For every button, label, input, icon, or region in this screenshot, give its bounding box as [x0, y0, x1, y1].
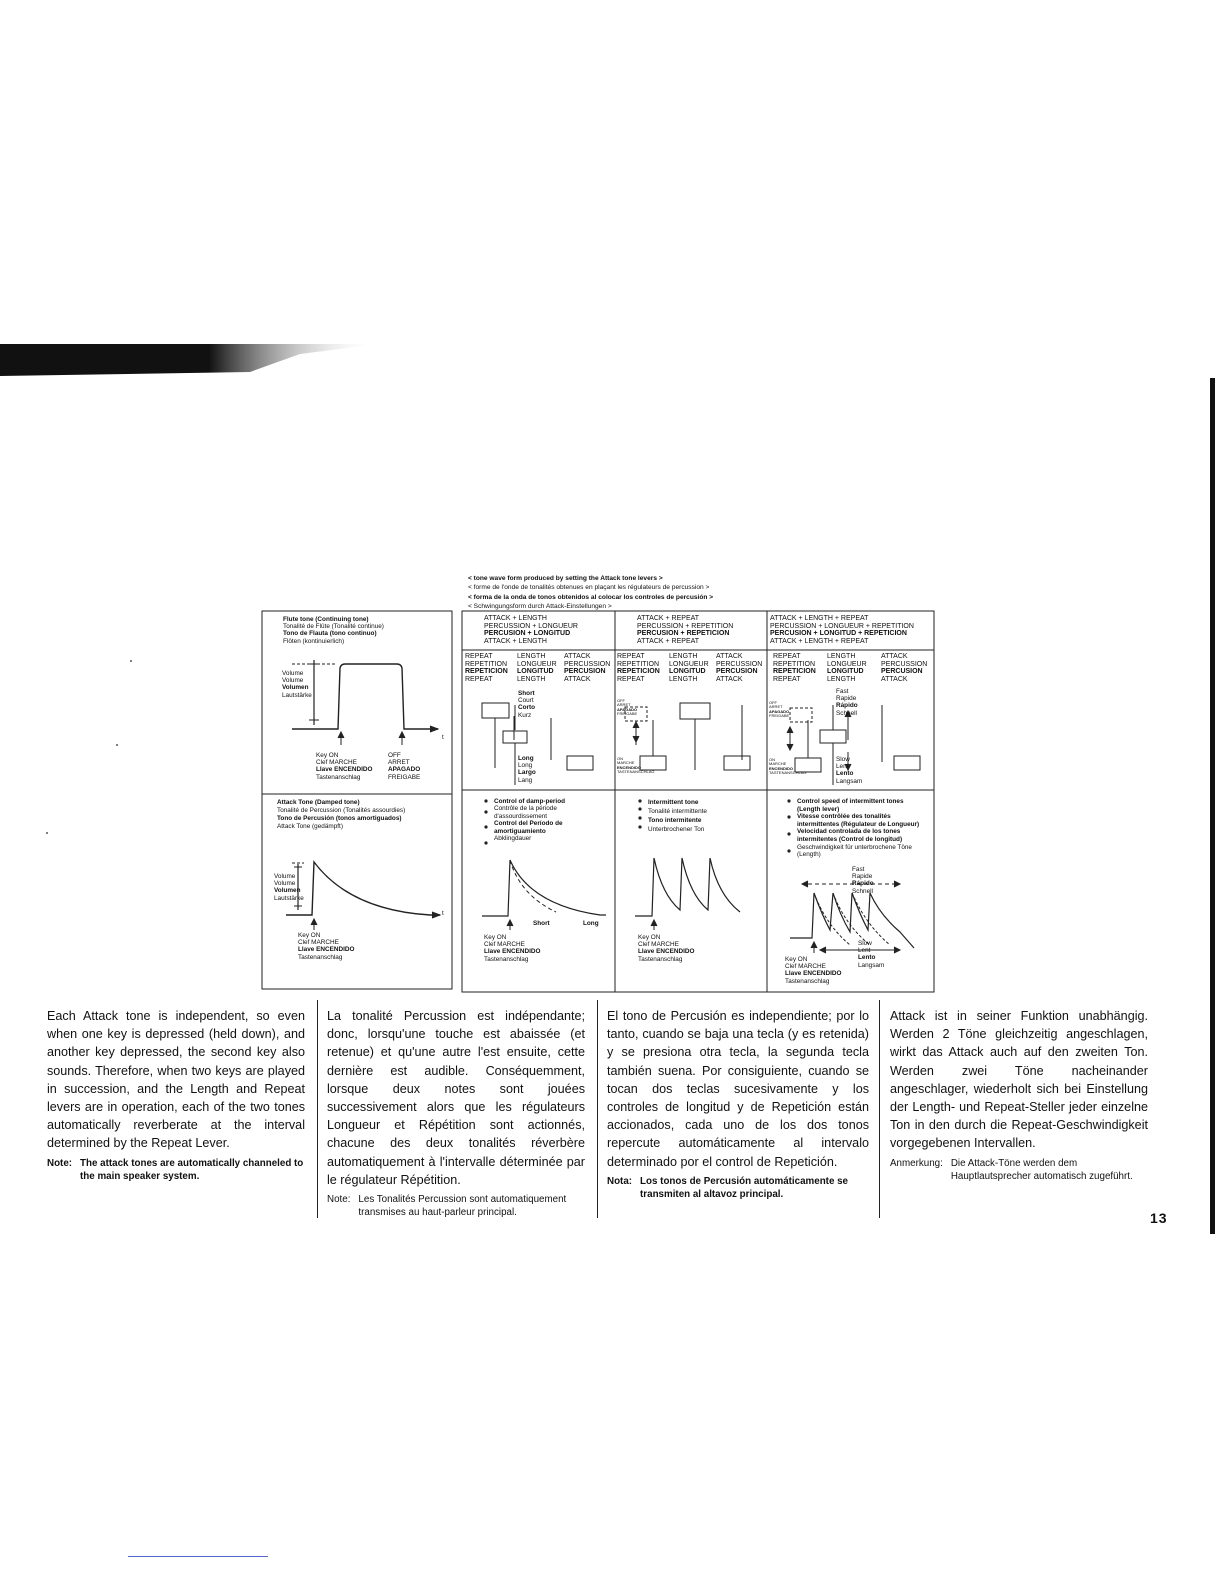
time-label: t	[442, 734, 444, 741]
key-on-label-5: Key ON Clef MARCHE Llave ENCENDIDO Tastenanschlag	[785, 956, 842, 985]
short-axis-label: Short	[533, 920, 550, 927]
bullets-col3: Control speed of intermittent tones (Length lever) Vitesse contrôlée des tonalités intermittentes (Régulateur de Longueur) Velocidad controlada de los tones intermitentes (Control de longitud) Geschwindigkeit für unterbrochene Töne (Length)	[797, 798, 920, 859]
volume-label-2: Volume Volume Volumen Lautstärke	[274, 873, 304, 902]
key-on-label: Key ON Clef MARCHE Llave ENCENDIDO Tastenanschlag	[316, 752, 373, 781]
on-small-label: ON MARCHE ENCENDIDO TASTENANSCHLAG	[617, 756, 655, 775]
col3-header: ATTACK + LENGTH + REPEAT PERCUSSION + LONGUEUR + REPETITION PERCUSION + LONGITUD + REPETICION ATTACK + LENGTH + REPEAT	[770, 615, 914, 645]
fast-label-2: Fast Rapide Rápido Schnell	[852, 866, 874, 895]
volume-label: Volume Volume Volumen Lautstärke	[282, 670, 312, 699]
col3-lever-labels: REPEAT LENGTH ATTACK REPETITION LONGUEUR PERCUSSION REPETICION LONGITUD PERCUSION REPEAT LENGTH ATTACK	[773, 653, 928, 683]
long-axis-label: Long	[583, 920, 599, 927]
french-column	[327, 1007, 585, 1219]
attack-tone-label: Attack Tone (Damped tone) Tonalité de Percussion (Tonalités assourdies) Tono de Percusión (tonos amortiguados) Attack Tone (gedämpft)	[277, 799, 406, 830]
col2-lever-labels: REPEAT LENGTH ATTACK REPETITION LONGUEUR PERCUSSION REPETICION LONGITUD PERCUSION REPEAT LENGTH ATTACK	[617, 653, 763, 683]
off-small-label-3: OFF ARRET APAGADO FREIGABE	[769, 700, 790, 719]
english-column	[47, 1007, 305, 1183]
spanish-note: Nota: Los tonos de Percusión automáticamente se transmiten al altavoz principal.	[607, 1175, 849, 1200]
french-note: Note: Les Tonalités Percussion sont automatiquement transmises au haut-parleur principal.	[327, 1194, 567, 1219]
col1-lever-labels: REPEAT LENGTH ATTACK REPETITION LONGUEUR PERCUSSION REPETICION LONGITUD PERCUSION REPEAT LENGTH ATTACK	[465, 653, 611, 683]
bullets-col1: Control of damp-period Contrôle de la période d'assourdissement Control del Período de amortiguamiento Abklingdauer	[494, 798, 565, 843]
english-note: Note: The attack tones are automatically channeled to the main speaker system.	[47, 1157, 304, 1182]
spanish-paragraph: El tono de Percusión es independiente; por lo tanto, cuando se baja una tecla (y es retenida) y se presiona otra tecla, la segunda tecla también suena. Por consiguiente, cuando se tocan dos teclas sucesivamente y los controles de longitud y de Repetición están accionados, cada uno de los dos tonos repercute automáticamente al intervalo determinado por el control de Repetición.	[607, 1009, 869, 1169]
col2-header: ATTACK + REPEAT PERCUSSION + REPETITION PERCUSION + REPETICION ATTACK + REPEAT	[637, 615, 734, 645]
off-small-label: OFF ARRET APAGADO FREIGABE	[617, 698, 638, 717]
spanish-column	[607, 1007, 869, 1201]
english-paragraph: Each Attack tone is independent, so even when one key is depressed (held down), and another key depressed, the second key also sounds. Therefore, when two keys are played in succession, and the Length and Repeat levers are in operation, each of the two tones automatically reverberate at the interval determined by the Repeat Lever.	[47, 1009, 305, 1151]
off-label: OFF ARRET APAGADO FREIGABE	[388, 752, 421, 781]
column-divider	[317, 1000, 318, 1218]
short-label: Short Court Corto Kurz	[518, 690, 536, 719]
caption-en: < tone wave form produced by setting the Attack tone levers >	[468, 575, 663, 582]
caption-fr: < forme de l'onde de tonalités obtenues en plaçant les régulateurs de percussion >	[468, 584, 710, 592]
slow-label: Slow Lent Lento Langsam	[836, 756, 863, 785]
time-label-2: t	[442, 910, 444, 917]
key-on-label-4: Key ON Clef MARCHE Llave ENCENDIDO Tastenanschlag	[638, 934, 695, 963]
caption-de: < Schwingungsform durch Attack-Einstellungen >	[468, 603, 612, 611]
long-label: Long Long Largo Lang	[518, 755, 536, 784]
page-number: 13	[1150, 1210, 1168, 1226]
german-paragraph: Attack ist in seiner Funktion unabhängig. Werden 2 Töne gleichzeitig angeschlagen, wirkt das Attack auch auf den zweiten Ton. Werden zwei Töne nacheinander angeschlager, wiederholt sich bei Einstellung der Length- und Repeat-Steller jeder einzelne Ton in den durch die Repeat-Geschwindigkeit vorgegebenen Intervallen.	[890, 1009, 1148, 1151]
bullets-col2: Intermittent tone Tonalité intermittente Tono intermitente Unterbrochener Ton	[648, 799, 707, 833]
german-column	[890, 1007, 1148, 1183]
flute-label: Flute tone (Continuing tone) Tonalité de Flûte (Tonalité continue) Tono de Flauta (tono continuo) Flöten (kontinuierlich)	[283, 616, 384, 645]
caption-es: < forma de la onda de tonos obtenidos al colocar los controles de percusión >	[468, 593, 714, 601]
column-divider	[597, 1000, 598, 1218]
key-on-label-3: Key ON Clef MARCHE Llave ENCENDIDO Tastenanschlag	[484, 934, 541, 963]
on-small-label-3: ON MARCHE ENCENDIDO TASTENANSCHLAG	[769, 757, 807, 776]
slow-label-2: Slow Lent Lento Langsam	[858, 940, 885, 969]
french-paragraph: La tonalité Percussion est indépendante; donc, lorsqu'une touche est abaissée (et retenue) et qu'une autre l'est ensuite, cette dernière est audible. Conséquemment, lorsque deux notes sont jouées successivement alors que les régulateurs Longueur et Répétition sont actionnés, chacune des deux tonalités réverbère automatiquement à l'intervalle déterminée par le régulateur Répétition.	[327, 1009, 585, 1187]
col1-header: ATTACK + LENGTH PERCUSSION + LONGUEUR PERCUSION + LONGITUD ATTACK + LENGTH	[484, 615, 578, 645]
key-on-label-2: Key ON Clef MARCHE Llave ENCENDIDO Tastenanschlag	[298, 932, 355, 961]
german-note: Anmerkung: Die Attack-Töne werden dem Hauptlautsprecher automatisch zugeführt.	[890, 1157, 1133, 1182]
column-divider	[879, 1000, 880, 1218]
fast-label: Fast Rapide Rápido Schnell	[836, 688, 858, 717]
